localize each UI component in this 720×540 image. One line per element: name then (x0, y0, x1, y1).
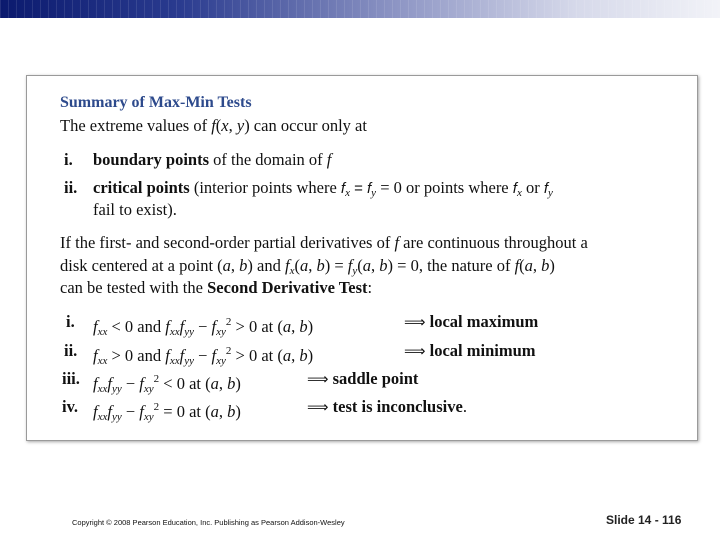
test-row-1: $f_{xx} < 0$ and $f_{xx}f_{yy} - f_{xy}^2 > 0$ at (a, b) (93, 316, 314, 338)
test-row-3: $f_{xx}f_{yy} - f_{xy}^2 < 0$ at (a, b) (93, 373, 241, 395)
test-number-4: iv. (62, 397, 79, 416)
test-arrow-4: ⟹ test is inconclusive. (307, 397, 467, 416)
location-item-1: boundary points of the domain of f (93, 150, 332, 169)
location-number-2: ii. (64, 178, 78, 197)
test-row-2: $f_{xx} > 0$ and $f_{xx}f_{yy} - f_{xy}^2 > 0$ at (a, b) (93, 345, 314, 367)
test-arrow-1: ⟹ local maximum (404, 312, 539, 331)
test-arrow-3: ⟹ saddle point (307, 369, 419, 388)
summary-box (26, 75, 698, 441)
location-item-2: critical points (interior points where $f_x = f_y = 0$ or points where $f_x$ or $f_y$ (93, 178, 553, 199)
copyright-text: Copyright © 2008 Pearson Education, Inc. Publishing as Pearson Addison-Wesley (72, 518, 345, 527)
slide-number: Slide 14 - 116 (606, 513, 682, 527)
box-title: Summary of Max-Min Tests (60, 94, 252, 111)
header-stripes (0, 0, 720, 18)
location-item-2-cont: fail to exist). (93, 200, 177, 219)
test-number-1: i. (66, 312, 75, 331)
test-number-2: ii. (64, 341, 78, 360)
paragraph-line-1: If the first- and second-order partial derivatives of f are continuous throughout a (60, 233, 588, 252)
intro-line: The extreme values of f(x, y) can occur only at (60, 116, 367, 135)
test-number-3: iii. (62, 369, 80, 388)
paragraph-line-2: disk centered at a point (a, b) and $f_x(a$, $b) = f_y(a$, b) = 0, the nature of f(a, b) (60, 256, 555, 277)
test-row-4: $f_{xx}f_{yy} - f_{xy}^2 = 0$ at (a, b) (93, 401, 241, 423)
test-arrow-2: ⟹ local minimum (404, 341, 536, 360)
location-number-1: i. (64, 150, 73, 169)
paragraph-line-3: can be tested with the Second Derivative Test: (60, 278, 373, 297)
